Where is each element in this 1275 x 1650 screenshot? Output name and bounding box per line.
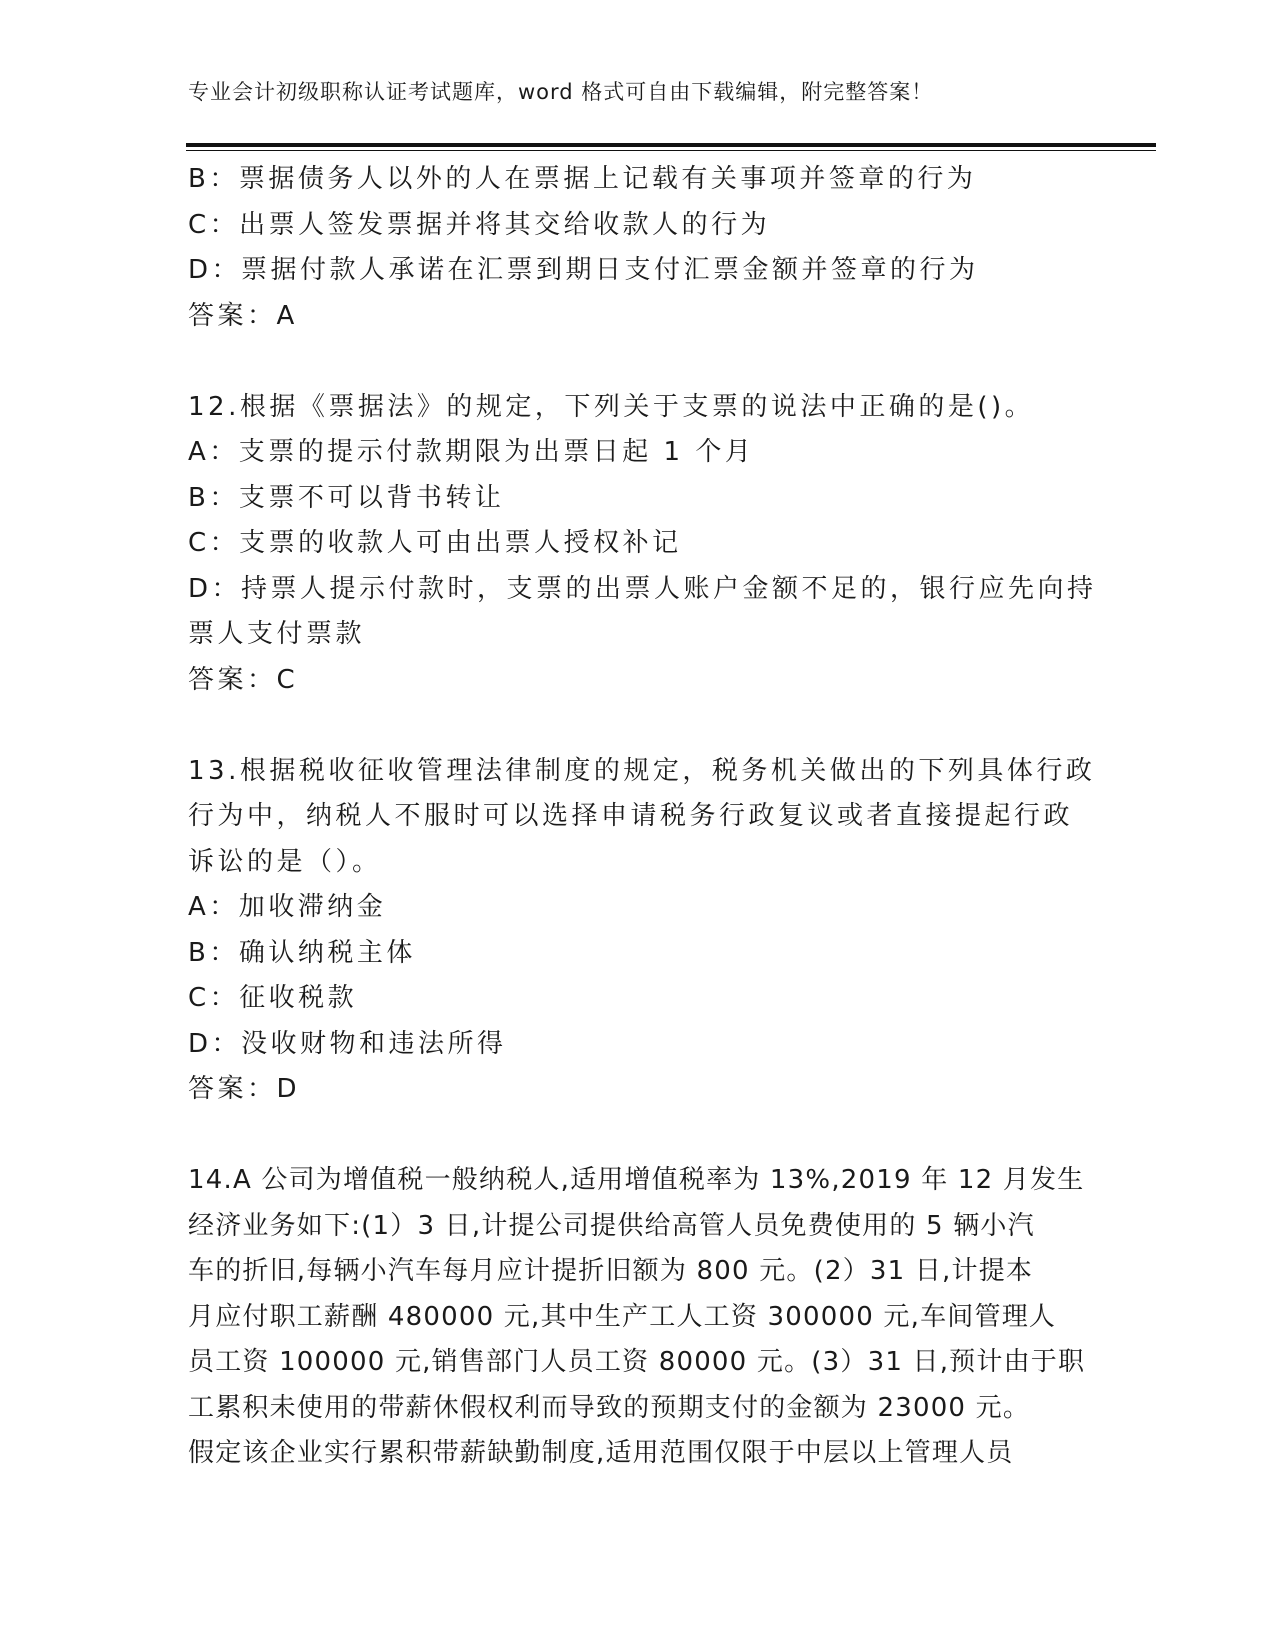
option-d: D：票据付款人承诺在汇票到期日支付汇票金额并签章的行为 (188, 255, 979, 285)
option-c: C：征收税款 (188, 983, 358, 1013)
page-header: 专业会计初级职称认证考试题库，word 格式可自由下载编辑，附完整答案！ (188, 80, 934, 104)
question-11-answer: 答案：A (188, 300, 298, 331)
question-14-stem-line: 月应付职工薪酬 480000 元,其中生产工人工资 300000 元,车间管理人 (188, 1301, 1057, 1332)
question-14-stem-line: 工累积未使用的带薪休假权利而导致的预期支付的金额为 23000 元。 (188, 1392, 1031, 1423)
option-d: D：持票人提示付款时，支票的出票人账户金额不足的，银行应先向持 (188, 573, 1097, 604)
question-11-options (188, 157, 1088, 294)
option-a: A：加收滞纳金 (188, 892, 387, 922)
option-b: B：确认纳税主体 (188, 937, 416, 968)
document-body (188, 157, 1097, 1477)
question-14-stem-line: 假定该企业实行累积带薪缺勤制度,适用范围仅限于中层以上管理人员 (188, 1438, 1014, 1468)
question-14 (188, 1158, 1088, 1477)
header-rule-thin (186, 150, 1156, 151)
question-12 (188, 385, 1097, 704)
question-14-stem-line: 14.A 公司为增值税一般纳税人,适用增值税率为 13%,2019 年 12 月发生 (188, 1165, 1085, 1195)
question-13-answer: 答案：D (188, 1074, 301, 1104)
option-b: B：票据债务人以外的人在票据上记载有关事项并签章的行为 (188, 164, 977, 194)
spacer (188, 703, 1088, 749)
question-13-stem-line: 13.根据税收征收管理法律制度的规定，税务机关做出的下列具体行政 (188, 755, 1096, 786)
question-13-stem-line: 行为中，纳税人不服时可以选择申请税务行政复议或者直接提起行政 (188, 801, 1074, 831)
spacer (188, 339, 1088, 385)
question-13-stem-line: 诉讼的是（）。 (188, 846, 382, 877)
spacer (188, 1113, 1088, 1159)
option-c: C：支票的收款人可由出票人授权补记 (188, 528, 682, 558)
question-14-stem-line: 员工资 100000 元,销售部门人员工资 80000 元。(3）31 日,预计由于职 (188, 1347, 1086, 1377)
question-14-stem-line: 车的折旧,每辆小汽车每月应计提折旧额为 800 元。(2）31 日,计提本 (188, 1256, 1034, 1286)
question-14-stem-line: 经济业务如下:(1）3 日,计提公司提供给高管人员免费使用的 5 辆小汽 (188, 1210, 1035, 1241)
option-b: B：支票不可以背书转让 (188, 482, 505, 513)
option-d-continued: 票人支付票款 (188, 619, 366, 649)
header-rule-thick (186, 143, 1156, 147)
question-13 (188, 749, 1096, 1113)
option-d: D：没收财物和违法所得 (188, 1028, 507, 1059)
option-c: C：出票人签发票据并将其交给收款人的行为 (188, 209, 771, 240)
option-a: A：支票的提示付款期限为出票日起 1 个月 (188, 437, 755, 467)
question-12-stem: 12.根据《票据法》的规定，下列关于支票的说法中正确的是()。 (188, 391, 1035, 422)
question-12-answer: 答案：C (188, 664, 299, 695)
